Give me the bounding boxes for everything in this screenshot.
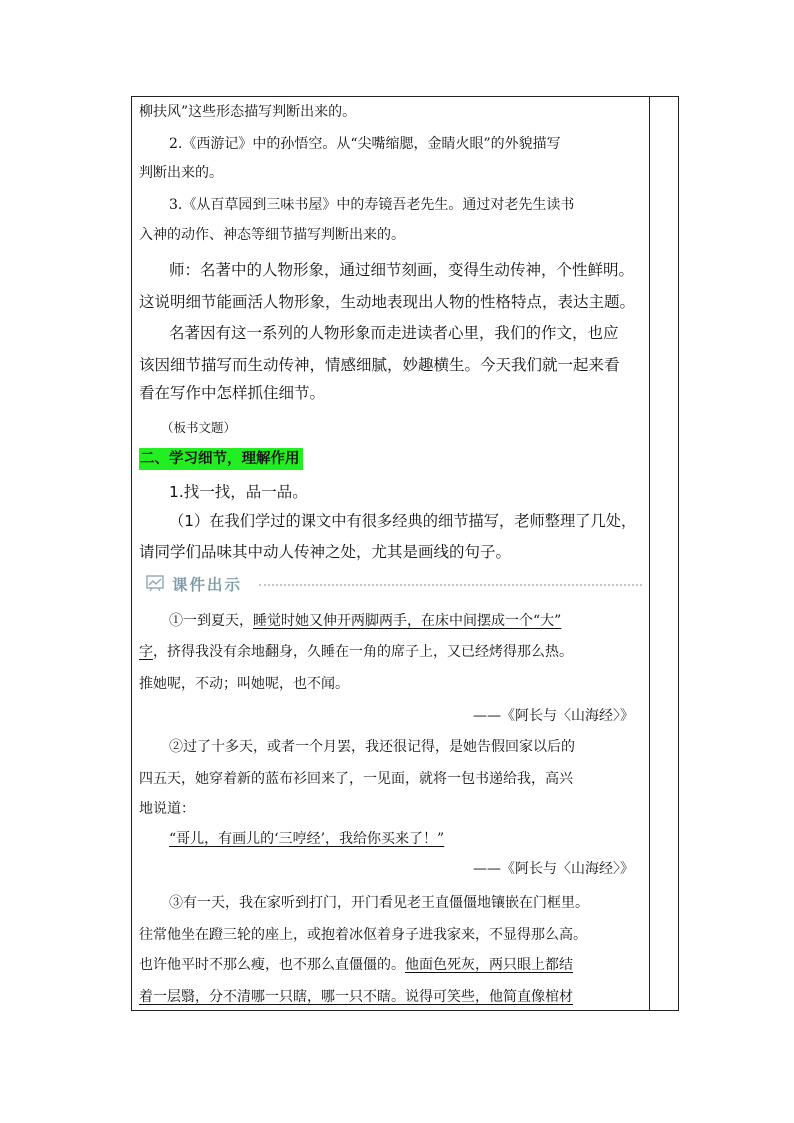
section-heading: 二、学习细节，理解作用 xyxy=(139,448,303,470)
quote-line xyxy=(139,955,573,975)
dotted-divider xyxy=(259,584,642,586)
quote-text: 也许他平时不那么瘦，也不那么直僵僵的。 xyxy=(139,957,405,973)
quote-line xyxy=(169,829,444,849)
quote-text: ，挤得我没有余地翻身，久睡在一角的席子上，又已经烤得那么热。 xyxy=(153,644,573,660)
quote-source: ——《阿长与〈山海经〉》 xyxy=(473,861,634,877)
quote-line: ②过了十多天，或者一个月罢，我还很记得，是她告假回家以后的 xyxy=(169,739,575,755)
board-note: （板书文题） xyxy=(161,420,237,435)
quote-line xyxy=(139,987,573,1007)
text-line: 师：名著中的人物形象，通过细节刻画，变得生动传神，个性鲜明。 xyxy=(169,261,635,279)
quote-line xyxy=(139,642,573,662)
quote-line: 四五天，她穿着新的蓝布衫回来了，一见面，就将一包书递给我，高兴 xyxy=(139,771,573,787)
lesson-table-side-cell xyxy=(650,96,679,1011)
quote-line: ③有一天，我在家听到打门，开门看见老王直僵僵地镶嵌在门框里。 xyxy=(169,895,589,911)
text-line: 该因细节描写而生动传神，情感细腻，妙趣横生。今天我们就一起来看 xyxy=(139,356,620,374)
text-line: 入神的动作、神态等细节描写判断出来的。 xyxy=(139,227,405,243)
text-line: 3.《从百草园到三味书屋》中的寿镜吾老先生。通过对老先生读书 xyxy=(169,197,575,213)
chart-icon xyxy=(146,575,164,591)
quote-text: ①一到夏天， xyxy=(169,613,253,629)
underlined-text: 睡觉时她又伸开两脚两手，在床中间摆成一个“大” xyxy=(253,613,562,629)
underlined-text: “哥儿，有画儿的‘三哼经’，我给你买来了！” xyxy=(169,831,445,847)
text-line: 2.《西游记》中的孙悟空。从“尖嘴缩腮，金睛火眼”的外貌描写 xyxy=(169,136,561,152)
quote-source: ——《阿长与〈山海经〉》 xyxy=(473,708,634,724)
quote-line: 推她呢，不动；叫她呢，也不闻。 xyxy=(139,676,349,692)
courseware-label: 课件出示 xyxy=(172,576,243,594)
text-line: （1）在我们学过的课文中有很多经典的细节描写，老师整理了几处， xyxy=(169,512,637,530)
text-line: 这说明细节能画活人物形象，生动地表现出人物的性格特点，表达主题。 xyxy=(139,293,636,311)
underlined-text: 着一层翳，分不清哪一只瞎，哪一只不瞎。说得可笑些，他简直像棺材 xyxy=(139,989,573,1005)
quote-line xyxy=(169,611,561,631)
text-line: 判断出来的。 xyxy=(139,165,223,181)
text-line: 看在写作中怎样抓住细节。 xyxy=(139,384,326,402)
courseware-banner xyxy=(144,572,642,596)
underlined-text: 他面色死灰，两只眼上都结 xyxy=(405,957,573,973)
text-line: 名著因有这一系列的人物形象而走进读者心里，我们的作文，也应 xyxy=(169,324,619,342)
quote-line: 地说道： xyxy=(139,801,195,817)
underlined-text: 字 xyxy=(139,644,153,660)
text-line: 请同学们品味其中动人传神之处，尤其是画线的句子。 xyxy=(139,543,512,561)
quote-line: 往常他坐在蹬三轮的座上，或抱着冰伛着身子进我家来，不显得那么高。 xyxy=(139,927,587,943)
text-line: 柳扶风”这些形态描写判断出来的。 xyxy=(139,104,357,120)
text-line: 1.找一找，品一品。 xyxy=(169,483,308,501)
